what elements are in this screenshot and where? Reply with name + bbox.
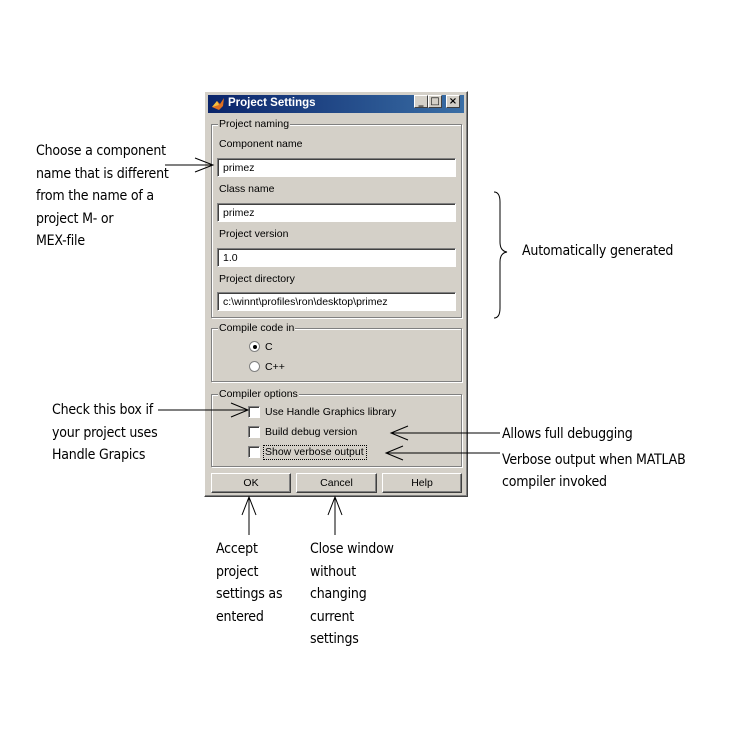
class-name-label: Class name bbox=[219, 183, 275, 195]
cancel-button[interactable]: Cancel bbox=[296, 473, 377, 493]
component-name-input[interactable]: primez bbox=[217, 158, 456, 177]
brace-bracket bbox=[494, 192, 507, 318]
minimize-button[interactable]: _ bbox=[414, 95, 428, 108]
project-version-input[interactable]: 1.0 bbox=[217, 248, 456, 267]
project-naming-legend: Project naming bbox=[219, 118, 290, 130]
project-directory-input[interactable]: c:\winnt\profiles\ron\desktop\primez bbox=[217, 292, 456, 311]
annotation-debug: Allows full debugging bbox=[502, 426, 633, 442]
radio-cpp-label[interactable]: C++ bbox=[265, 361, 285, 373]
annotation-cancel: Close window without changing current settings bbox=[310, 541, 394, 647]
ok-button[interactable]: OK bbox=[211, 473, 291, 493]
component-name-label: Component name bbox=[219, 138, 303, 150]
handle-graphics-label[interactable]: Use Handle Graphics library bbox=[265, 406, 397, 418]
compiler-options-legend: Compiler options bbox=[219, 388, 298, 400]
annotation-ok: Accept project settings as entered bbox=[216, 541, 283, 625]
annotation-verbose: Verbose output when MATLAB compiler invoked bbox=[502, 452, 686, 490]
maximize-button[interactable]: □ bbox=[428, 95, 442, 108]
project-version-label: Project version bbox=[219, 228, 289, 240]
close-button[interactable]: × bbox=[446, 95, 460, 108]
annotation-auto-generated: Automatically generated bbox=[522, 243, 674, 259]
help-button[interactable]: Help bbox=[382, 473, 462, 493]
class-name-input[interactable]: primez bbox=[217, 203, 456, 222]
annotation-handle-graphics: Check this box if your project uses Handle Grapics bbox=[52, 402, 158, 463]
project-directory-label: Project directory bbox=[219, 273, 295, 285]
arrow-cancel bbox=[328, 497, 342, 535]
verbose-output-label[interactable]: Show verbose output bbox=[265, 446, 364, 458]
annotation-component-name: Choose a component name that is different from the name of a project M- or MEX-file bbox=[36, 143, 169, 249]
arrow-verbose bbox=[386, 446, 500, 460]
compile-code-legend: Compile code in bbox=[219, 322, 295, 334]
arrow-debug bbox=[391, 426, 500, 440]
window-title: Project Settings bbox=[228, 97, 316, 109]
arrow-handle-graphics bbox=[158, 403, 248, 417]
debug-version-label[interactable]: Build debug version bbox=[265, 426, 358, 438]
arrow-component-name bbox=[165, 158, 213, 172]
radio-c-label[interactable]: C bbox=[265, 341, 273, 353]
arrow-ok bbox=[242, 497, 256, 535]
